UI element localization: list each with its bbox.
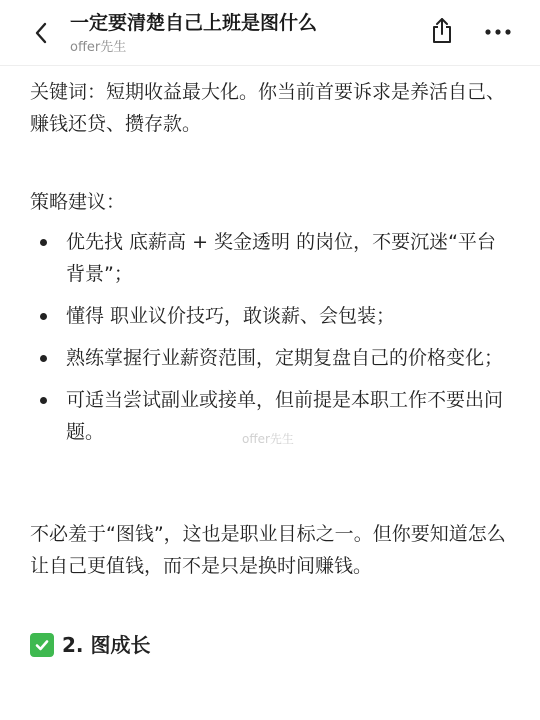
bullet-dot-icon [40,313,47,320]
strategy-list [30,226,512,458]
bullet-dot-icon [40,397,47,404]
check-mark-icon [30,633,54,657]
chevron-left-icon [34,22,48,44]
top-nav-bar [0,0,540,66]
bullet-dot-icon [40,239,47,246]
strategy-title: 策略建议： [30,191,126,213]
keywords-paragraph: 关键词：短期收益最大化。你当前首要诉求是养活自己、赚钱还贷、攒存款。 [30,81,506,135]
header-title-block [70,10,430,58]
page-title: 一定要清楚自己上班是图什么 [70,12,318,34]
share-button[interactable] [428,16,456,46]
list-item-text: 优先找 底薪高 + 奖金透明 的岗位，不要沉迷“平台背景”； [66,231,496,285]
watermark: offer先生 [242,432,294,446]
author-name[interactable]: offer先生 [70,40,127,55]
list-item [30,300,512,332]
back-button[interactable] [26,18,56,48]
share-icon [430,17,454,45]
closing-paragraph: 不必羞于“图钱”，这也是职业目标之一。但你要知道怎么让自己更值钱，而不是只是换时间赚钱。 [30,523,506,577]
section-heading [30,630,150,660]
list-item-text: 可适当尝试副业或接单，但前提是本职工作不要出问题。 [66,389,504,443]
list-item [30,226,512,290]
list-item [30,342,512,374]
more-button[interactable] [482,20,514,44]
more-dots-icon [484,28,512,36]
bullet-dot-icon [40,355,47,362]
list-item-text: 熟练掌握行业薪资范围，定期复盘自己的价格变化； [66,347,504,369]
section-heading-text: 2. 图成长 [62,633,151,657]
list-item-text: 懂得 职业议价技巧，敢谈薪、会包装； [66,305,396,327]
